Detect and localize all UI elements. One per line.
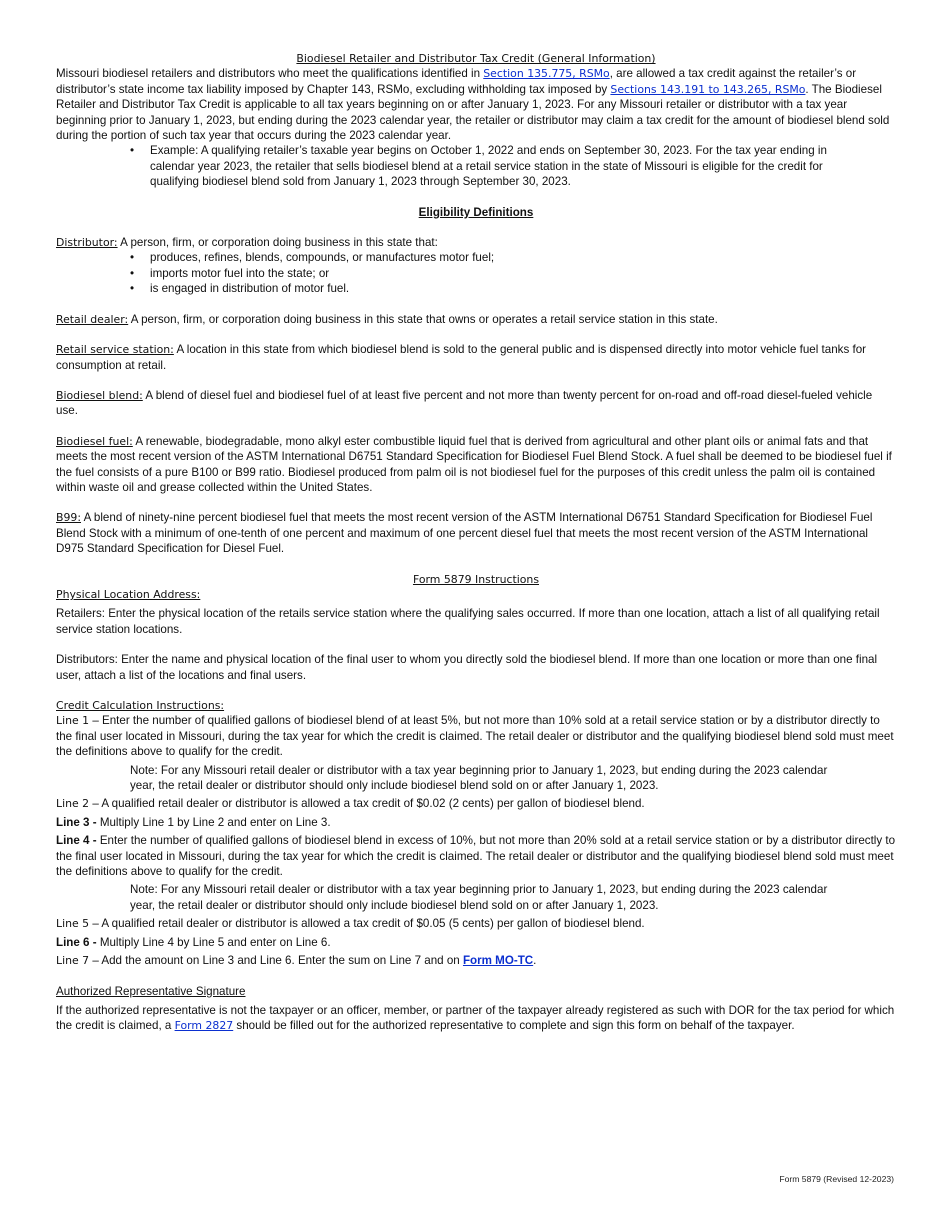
line-3-instruction: Line 3 - Multiply Line 1 by Line 2 and enter on Line 3. [56,815,331,829]
distributors-instructions: Distributors: Enter the name and physical location of the final user to whom you directly sold the biodiesel blend. If more than one location or more than one final user, attach a list of the locations and final users. [56,653,878,682]
note-2: Note: For any Missouri retail dealer or distributor with a tax year beginning prior to January 1, 2023, but ending during the 2023 calendar year, the retail dealer or distributor should only include biodiesel blend sold on or after January 1, 2023. [130,883,828,912]
retail-dealer-definition: Retail dealer: A person, firm, or corporation doing business in this state that owns or operates a retail service station in this state. [56,312,718,326]
example-list [56,143,896,189]
section-135-775-link[interactable]: Section 135.775, RSMo [483,67,610,81]
b99-definition: B99: A blend of ninety-nine percent biodiesel fuel that meets the most recent version of the ASTM International D6751 Standard Specification for Biodiesel Fuel Blend Stock with a minimum of one-tenth of one percent and maximum of one percent diesel fuel that meets the most recent version of the ASTM International D975 Standard Specification for Diesel Fuel. [56,511,873,556]
authorized-representative-text: If the authorized representative is not the taxpayer or an officer, member, or partner of the taxpayer already registered as such with DOR for the tax period for which the credit is claimed, a Form 2827 should be filled out for the authorized representative to complete and sign this form on behalf of the taxpayer. [56,1003,895,1033]
biodiesel-blend-definition: Biodiesel blend: A blend of diesel fuel and biodiesel fuel of at least five percent and not more than twenty percent for on-road and off-road diesel-fueled vehicle use. [56,388,873,418]
biodiesel-fuel-definition: Biodiesel fuel: A renewable, biodegradable, mono alkyl ester combustible liquid fuel that is derived from agricultural and other plant oils or animal fats and that meets the most recent version of the ASTM International D6751 Standard Specification for Biodiesel Fuel Blend Stock. A fuel shall be deemed to be biodiesel fuel if the fuel consists of a pure B100 or B99 ratio. Biodiesel produced from palm oil is not biodiesel fuel for the purposes of this credit unless the palm oil is contained within waste oil and grease collected within the United States. [56,434,892,494]
document-content [56,51,896,1034]
distributor-definition: Distributor: A person, firm, or corporation doing business in this state that: [56,236,438,250]
list-item: • imports motor fuel into the state; or [130,266,330,280]
line-4-instruction: Line 4 - Enter the number of qualified gallons of biodiesel blend in excess of 10%, but not more than 20% sold at a retail service station or by a distributor directly to the final user located in Missouri, during the tax year for which the credit is claimed. The retail dealer or distributor and the qualifying biodiesel blend sold must meet the definitions above to qualify for the credit. [56,834,896,879]
line-5-instruction: Line 5 – A qualified retail dealer or distributor is allowed a tax credit of $0.05 (5 cents) per gallon of biodiesel blend. [56,917,645,931]
list-item: • is engaged in distribution of motor fuel. [130,282,350,296]
sections-143-191-link[interactable]: Sections 143.191 to 143.265, RSMo [610,82,806,96]
authorized-representative-heading: Authorized Representative Signature [56,984,246,998]
eligibility-heading: Eligibility Definitions [418,205,534,219]
bullet-icon: • [130,144,135,158]
retail-station-definition: Retail service station: A location in this state from which biodiesel blend is sold to the general public and is dispensed directly into motor vehicle fuel tanks for consumption at retail. [56,343,867,372]
line-6-instruction: Line 6 - Multiply Line 4 by Line 5 and enter on Line 6. [56,935,331,949]
form-2827-link[interactable]: Form 2827 [174,1019,234,1033]
credit-calculation-heading: Credit Calculation Instructions: [56,699,225,712]
instructions-heading: Form 5879 Instructions [412,572,540,586]
page-title: Biodiesel Retailer and Distributor Tax Credit (General Information) [296,52,656,65]
bullet-icon: • [130,251,135,265]
physical-location-heading: Physical Location Address: [56,587,201,601]
list-item: • Example: A qualifying retailer’s taxable year begins on October 1, 2022 and ends on September 30, 2023. For the tax year ending in calendar year 2023, the retailer that sells biodiesel blend at a retail service station in the state of Missouri is eligible for the credit for qualifying biodiesel blend sold from January 1, 2023 through September 30, 2023. [130,144,827,189]
intro-paragraph: Missouri biodiesel retailers and distributors who meet the qualifications identified in Section 135.775, RSMo, are allowed a tax credit against the retailer’s or distributor’s state income tax liability imposed by Chapter 143, RSMo, excluding withholding tax imposed by Sections 143.191 to 143.265, RSMo. The Biodiesel Retailer and Distributor Tax Credit is applicable to all tax years beginning on or after January 1, 2023. For any Missouri retailer or distributor with a tax year beginning prior to January 1, 2023, but ending during the 2023 calendar year, the retailer or distributor may claim a tax credit for the amount of biodiesel blend sold during the portion of such tax year that occurs during the 2023 calendar year. [56,67,890,143]
line-7-instruction: Line 7 – Add the amount on Line 3 and Line 6. Enter the sum on Line 7 and on Form MO-TC. [56,954,537,968]
list-item: • produces, refines, blends, compounds, or manufactures motor fuel; [130,251,495,265]
bullet-icon: • [130,266,135,280]
note-1: Note: For any Missouri retail dealer or distributor with a tax year beginning prior to January 1, 2023, but ending during the 2023 calendar year, the retail dealer or distributor should only include biodiesel blend sold on or after January 1, 2023. [130,763,828,793]
distributor-list [56,250,896,296]
line-2-instruction: Line 2 – A qualified retail dealer or distributor is allowed a tax credit of $0.02 (2 cents) per gallon of biodiesel blend. [56,797,645,811]
bullet-icon: • [130,282,135,296]
retailers-instructions: Retailers: Enter the physical location of the retails service station where the qualifying sales occurred. If more than one location, attach a list of all qualifying retail service station locations. [56,607,880,636]
form-footer: Form 5879 (Revised 12-2023) [779,1174,894,1184]
form-mo-tc-link[interactable]: Form MO-TC [462,954,534,968]
line-1-instruction: Line 1 – Enter the number of qualified gallons of biodiesel blend of at least 5%, but not more than 10% sold at a retail service station or by a distributor directly to the final user located in Missouri, during the tax year for which the credit is claimed. The retail dealer or distributor and the qualifying biodiesel blend sold must meet the definitions above to qualify for the credit. [56,714,894,759]
